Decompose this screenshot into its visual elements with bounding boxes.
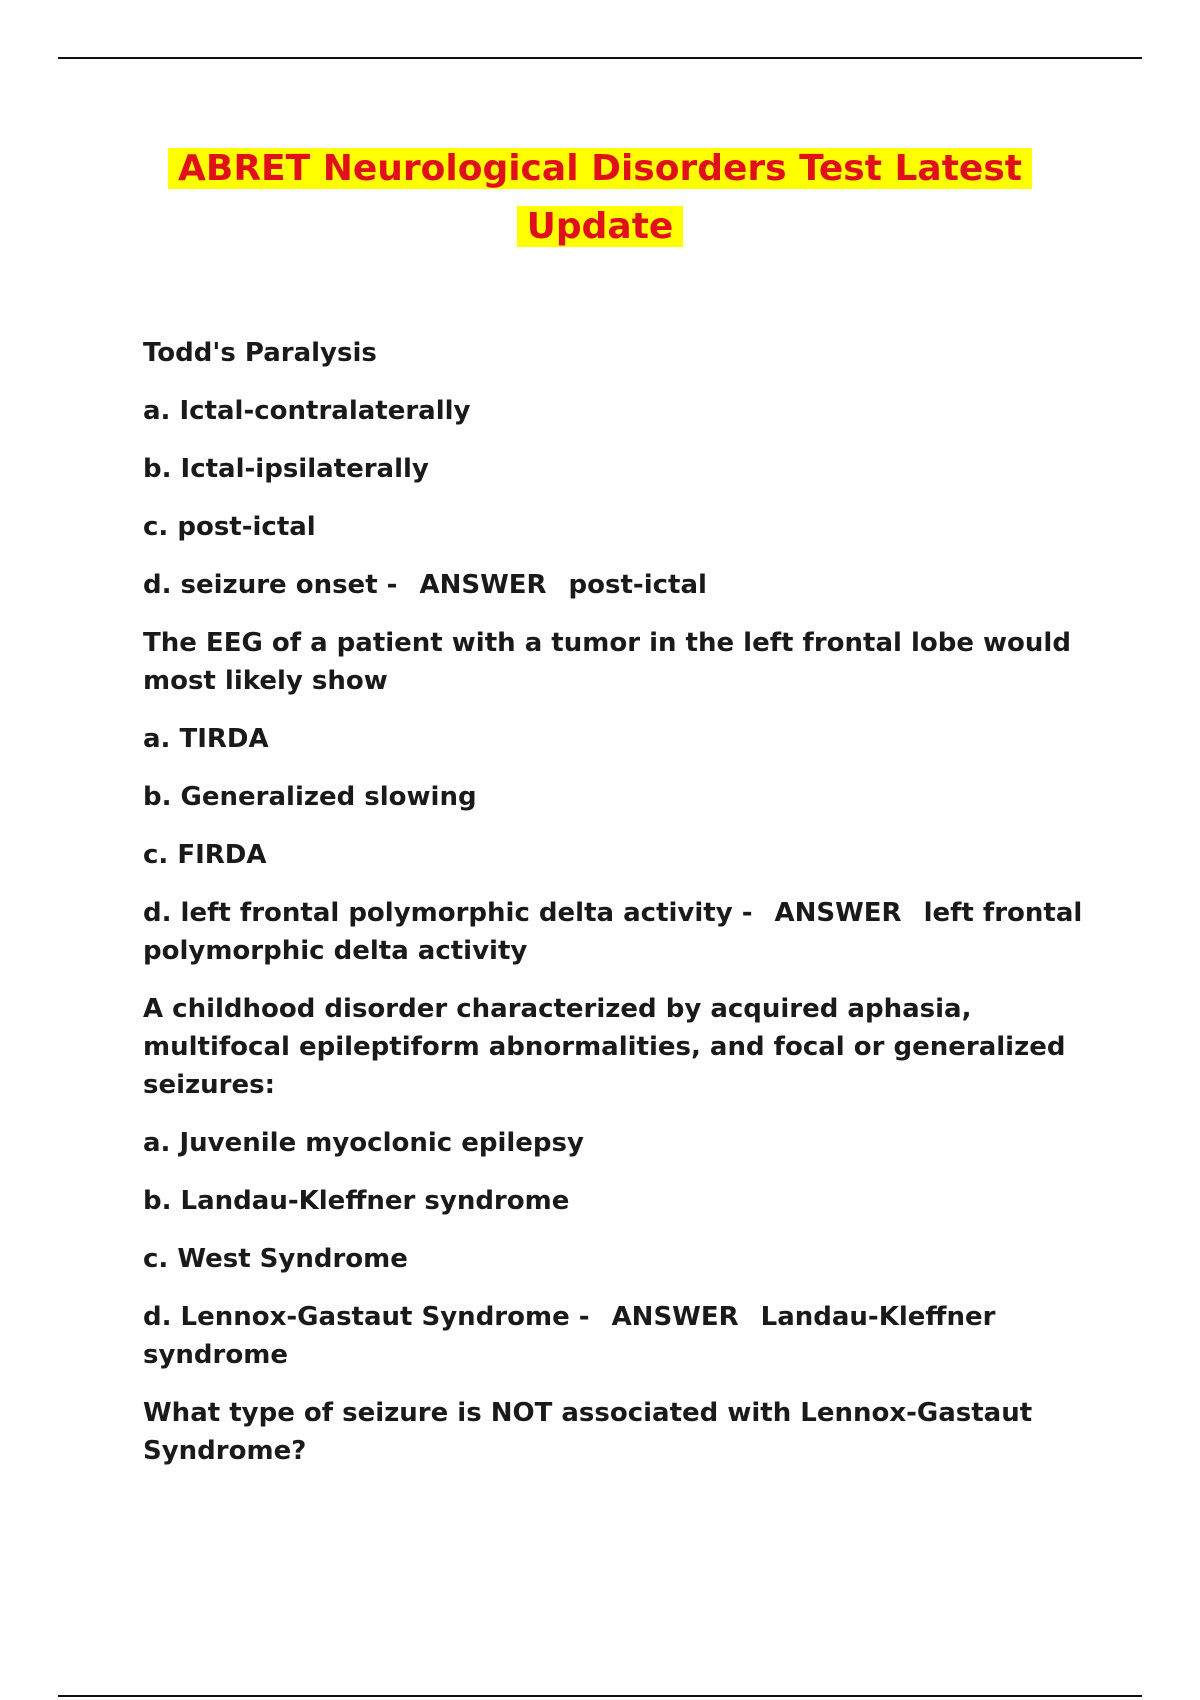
answer-text: left frontal polymorphic delta activity xyxy=(143,898,1092,966)
answer-line xyxy=(143,566,1083,604)
question-prompt: The EEG of a patient with a tumor in the left frontal lobe would most likely show xyxy=(143,628,1081,696)
option: b. Landau-Kleffner syndrome xyxy=(143,1186,570,1216)
option: d. seizure onset - xyxy=(143,570,398,600)
answer-line xyxy=(143,894,1092,970)
bottom-rule xyxy=(58,1695,1142,1697)
option: d. left frontal polymorphic delta activity - xyxy=(143,898,753,928)
answer-label: ANSWER xyxy=(611,1302,739,1332)
option: c. post-ictal xyxy=(143,512,316,542)
option: a. Juvenile myoclonic epilepsy xyxy=(143,1128,584,1158)
option: c. West Syndrome xyxy=(143,1244,408,1274)
answer-text: Landau-Kleffner syndrome xyxy=(143,1302,1005,1370)
title-line-1: ABRET Neurological Disorders Test Latest xyxy=(168,148,1032,189)
option: b. Generalized slowing xyxy=(143,782,477,812)
option: a. TIRDA xyxy=(143,724,269,754)
answer-line xyxy=(143,1298,1083,1374)
document-title xyxy=(0,140,1200,256)
answer-label: ANSWER xyxy=(419,570,547,600)
option: c. FIRDA xyxy=(143,840,267,870)
option: b. Ictal-ipsilaterally xyxy=(143,454,429,484)
top-rule xyxy=(58,57,1142,59)
question-list xyxy=(143,334,1092,1490)
title-line-2: Update xyxy=(517,206,684,247)
answer-text: post-ictal xyxy=(568,570,707,600)
question-prompt: Todd's Paralysis xyxy=(143,338,377,368)
option: a. Ictal-contralaterally xyxy=(143,396,471,426)
option: d. Lennox-Gastaut Syndrome - xyxy=(143,1302,590,1332)
answer-label: ANSWER xyxy=(774,898,902,928)
question-prompt: A childhood disorder characterized by acquired aphasia, multifocal epileptiform abnormalities, and focal or generalized seizures: xyxy=(143,994,1075,1100)
question-prompt: What type of seizure is NOT associated with Lennox-Gastaut Syndrome? xyxy=(143,1398,1042,1466)
